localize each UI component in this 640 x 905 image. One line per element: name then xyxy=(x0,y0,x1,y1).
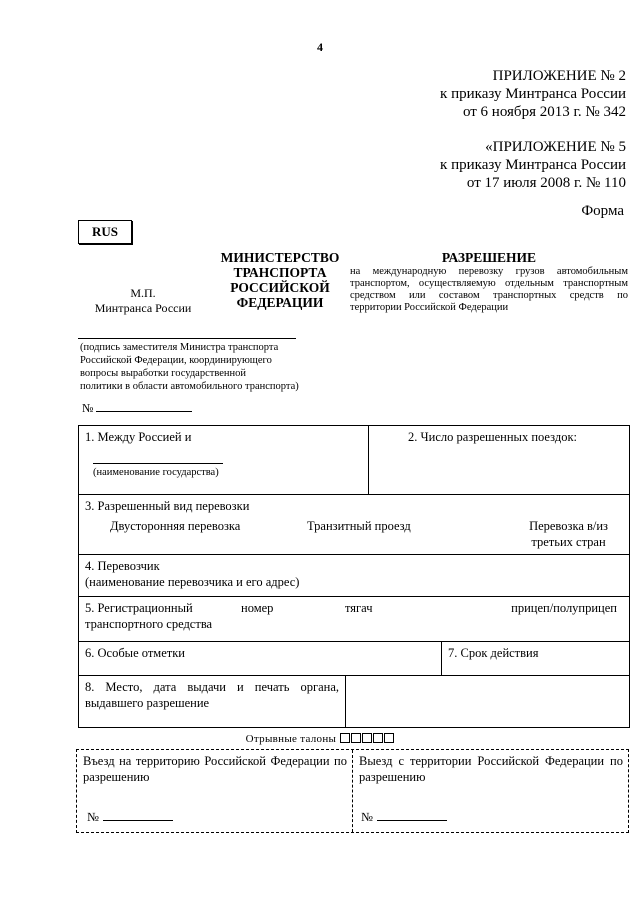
appendix-5-date: от 17 июля 2008 г. № 110 xyxy=(466,175,626,191)
coupon-box-icon xyxy=(362,733,372,743)
ministry-line-1: МИНИСТЕРСТВО xyxy=(220,250,340,265)
field-transport-type xyxy=(79,495,630,555)
permit-form-table xyxy=(78,425,630,728)
page-number: 4 xyxy=(317,40,323,54)
appendix-2-date: от 6 ноября 2013 г. № 342 xyxy=(462,104,626,120)
coupon-box-icon xyxy=(340,733,350,743)
table-row xyxy=(79,555,630,597)
signature-caption-line-1: (подпись заместителя Министра транспорта xyxy=(80,342,279,353)
coupon-box-icon xyxy=(351,733,361,743)
ministry-line-4: ФЕДЕРАЦИИ xyxy=(236,295,324,310)
permit-number-field[interactable] xyxy=(82,401,192,416)
ministry-line-2: ТРАНСПОРТА xyxy=(233,265,327,280)
coupon-divider xyxy=(352,750,353,832)
entry-coupon[interactable]: Въезд на территорию Российской Федерации по разрешению xyxy=(83,754,347,784)
exit-coupon[interactable]: Выезд с территории Российской Федерации по разрешению xyxy=(359,754,623,784)
signature-caption-line-2: Российской Федерации, координирующего xyxy=(80,355,272,366)
permit-description: на международную перевозку грузов автомобильным транспортом, осуществляемую отдельным транспортным средством или составом транспортных средств по территории Российской Федерации xyxy=(350,266,628,313)
appendix-5-block xyxy=(440,138,626,192)
rus-badge: RUS xyxy=(78,220,132,244)
reg-label-1: 5. Регистрационный xyxy=(85,601,193,615)
field-issue-place-label: 8. Место, дата выдачи и печать органа, выдавшего разрешение xyxy=(85,680,339,710)
reg-label-vehicle: транспортного средства xyxy=(85,617,213,631)
coupon-box-icon xyxy=(373,733,383,743)
field-carrier[interactable] xyxy=(79,555,630,597)
signature-caption-line-4: политики в области автомобильного транспорта) xyxy=(80,381,299,392)
field-carrier-caption: (наименование перевозчика и его адрес) xyxy=(85,575,300,589)
appendix-2-order: к приказу Минтранса России xyxy=(440,86,626,102)
field-registration-number[interactable] xyxy=(79,597,630,642)
field-carrier-label: 4. Перевозчик xyxy=(85,559,160,573)
ministry-line-3: РОССИЙСКОЙ xyxy=(230,280,330,295)
tear-off-coupons xyxy=(76,749,629,833)
table-row xyxy=(79,597,630,642)
reg-label-number: номер xyxy=(241,601,274,615)
exit-number-label: № xyxy=(361,810,373,824)
entry-number-line xyxy=(103,810,173,821)
appendix-5-title: «ПРИЛОЖЕНИЕ № 5 xyxy=(485,139,626,155)
tear-off-text: Отрывные талоны xyxy=(245,733,337,745)
field-validity[interactable] xyxy=(442,642,630,676)
state-name-caption: (наименование государства) xyxy=(93,463,223,481)
ministry-title xyxy=(212,250,348,310)
table-row xyxy=(79,642,630,676)
signature-line xyxy=(78,338,296,339)
tear-off-coupons-label xyxy=(0,733,640,745)
option-third-countries[interactable] xyxy=(529,518,608,550)
signature-caption-line-3: вопросы выработки государственной xyxy=(80,368,247,379)
reg-label-tractor: тягач xyxy=(345,601,373,615)
reg-label-trailer: прицеп/полуприцеп xyxy=(511,601,617,615)
permit-title: РАЗРЕШЕНИЕ xyxy=(441,250,537,265)
exit-coupon-number[interactable] xyxy=(361,810,447,825)
permit-number-label: № xyxy=(82,401,94,415)
seal-mp: М.П. xyxy=(130,286,156,300)
coupon-box-icon xyxy=(384,733,394,743)
seal-ministry: Минтранса России xyxy=(94,301,192,315)
option-third-countries-line-1: Перевозка в/из xyxy=(529,519,608,533)
form-label: Форма xyxy=(581,203,624,219)
table-row xyxy=(79,495,630,555)
field-transport-type-label: 3. Разрешенный вид перевозки xyxy=(85,499,250,513)
signature-caption xyxy=(80,341,330,393)
field-issue-place-value[interactable] xyxy=(346,676,630,728)
field-between-russia[interactable] xyxy=(79,426,369,495)
option-bilateral[interactable]: Двусторонняя перевозка xyxy=(110,519,241,533)
seal-placeholder xyxy=(88,286,198,316)
appendix-2-title: ПРИЛОЖЕНИЕ № 2 xyxy=(492,68,626,84)
permit-number-line xyxy=(96,402,192,412)
table-row xyxy=(79,676,630,728)
entry-coupon-number[interactable] xyxy=(87,810,173,825)
table-row xyxy=(79,426,630,495)
field-special-notes[interactable] xyxy=(79,642,442,676)
appendix-5-order: к приказу Минтранса России xyxy=(440,157,626,173)
field-special-notes-label: 6. Особые отметки xyxy=(85,646,185,660)
field-between-russia-label: 1. Между Россией и xyxy=(85,430,192,444)
entry-number-label: № xyxy=(87,810,99,824)
exit-number-line xyxy=(377,810,447,821)
option-transit[interactable]: Транзитный проезд xyxy=(307,519,411,533)
field-trip-count[interactable] xyxy=(369,426,630,495)
field-issue-place[interactable] xyxy=(79,676,346,728)
option-third-countries-line-2: третьих стран xyxy=(531,535,606,549)
field-validity-label: 7. Срок действия xyxy=(448,646,539,660)
field-trip-count-label: 2. Число разрешенных поездок: xyxy=(408,430,577,444)
appendix-2-block xyxy=(440,67,626,121)
